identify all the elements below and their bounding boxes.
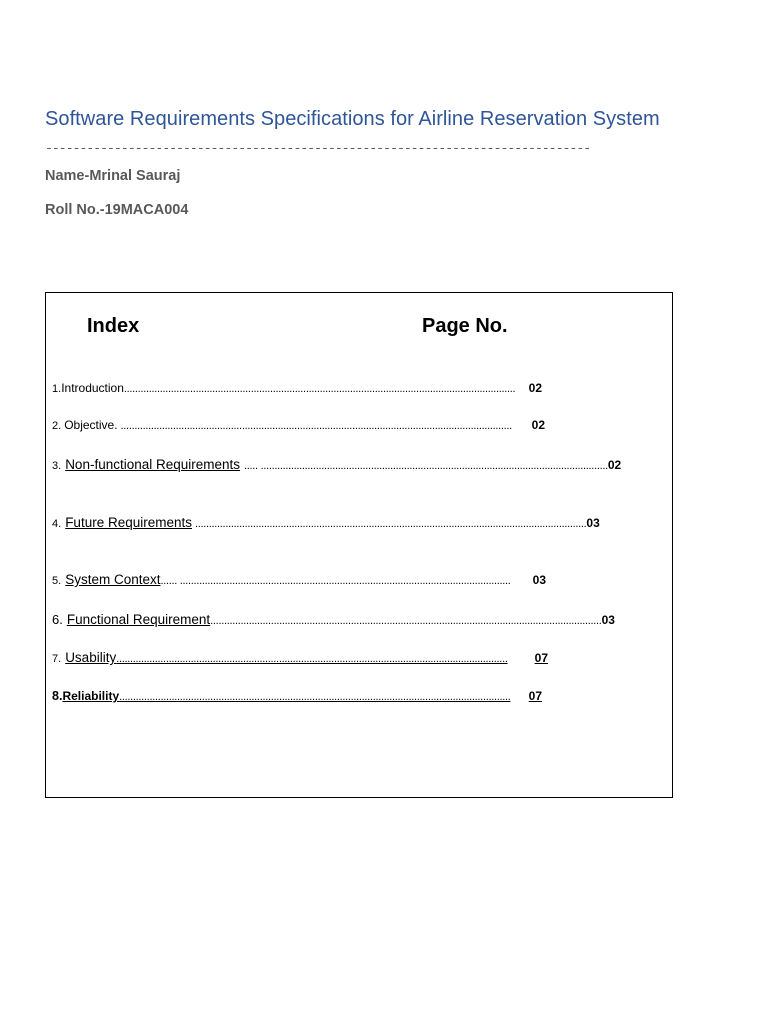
entry-page: 02 (531, 418, 545, 432)
entry-page: 02 (528, 381, 542, 395)
entry-number: 4. (52, 518, 62, 530)
author-name: Name-Mrinal Sauraj (45, 168, 181, 184)
index-table (45, 292, 673, 798)
entry-leader: ...... ........................................................................................................................ (160, 575, 511, 587)
entry-page: 02 (607, 458, 622, 472)
entry-leader: ..... .............................................................................................................................. (244, 460, 608, 472)
entry-label: System Context (65, 572, 161, 587)
entry-page: 03 (532, 573, 546, 587)
index-entry-functional (52, 612, 615, 627)
entry-label: Objective. (64, 418, 118, 432)
entry-leader: .............................................................................................................................................. (120, 420, 512, 432)
index-entry-introduction (52, 381, 542, 395)
page-no-heading: Page No. (422, 315, 508, 337)
index-entry-non-functional (52, 457, 622, 472)
entry-leader: .............................................................................................................................................. (195, 518, 587, 530)
entry-number: 6. (52, 612, 63, 627)
entry-page: 03 (586, 516, 600, 530)
entry-page: 07 (534, 651, 548, 665)
entry-page: 07 (528, 689, 542, 703)
index-entry-future (52, 515, 600, 530)
entry-number: 1. (52, 383, 62, 395)
entry-leader: .............................................................................................................................................. (119, 691, 511, 703)
entry-number: 5. (52, 575, 62, 587)
entry-label: Non-functional Requirements (65, 457, 241, 472)
title-separator: ------------------------------------------------------------------------------- (45, 141, 591, 156)
index-entry-usability (52, 650, 548, 665)
entry-label: Reliability (62, 689, 120, 703)
entry-number: 8. (52, 689, 63, 703)
entry-label: Functional Requirement (66, 612, 211, 627)
document-title: Software Requirements Specifications for Airline Reservation System (45, 108, 660, 130)
entry-label: Introduction (61, 381, 124, 395)
index-entry-objective (52, 418, 545, 432)
entry-leader: .............................................................................................................................................. (116, 653, 508, 665)
entry-page: 03 (601, 613, 615, 627)
roll-number: Roll No.-19MACA004 (45, 202, 189, 218)
entry-label: Usability (65, 650, 117, 665)
entry-number: 2. (52, 420, 62, 432)
entry-number: 3. (52, 460, 62, 472)
index-entry-reliability (52, 689, 542, 703)
entry-leader: .............................................................................................................................................. (210, 615, 602, 627)
entry-leader: .............................................................................................................................................. (123, 383, 516, 395)
index-entry-system-context (52, 572, 546, 587)
index-heading: Index (87, 315, 140, 337)
entry-label: Future Requirements (65, 515, 192, 530)
entry-number: 7. (52, 653, 62, 665)
